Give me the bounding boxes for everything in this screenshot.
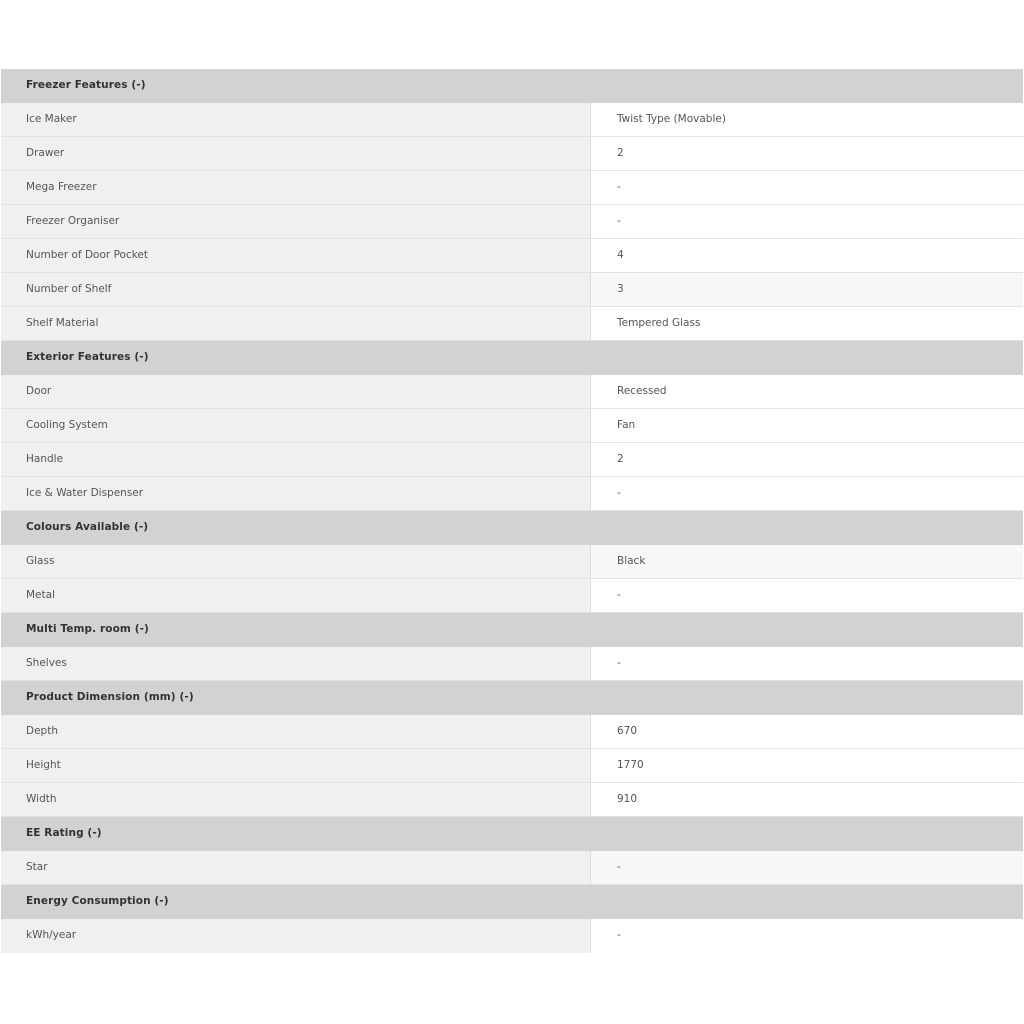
- spec-value: Recessed: [591, 375, 1023, 408]
- spec-value: 2: [591, 137, 1023, 170]
- spec-row-height: [1, 749, 1023, 783]
- spec-row-shelf-material: [1, 307, 1023, 341]
- spec-row-shelves: [1, 647, 1023, 681]
- spec-row-drawer: [1, 137, 1023, 171]
- section-header-multi-temp-room[interactable]: [1, 613, 1023, 647]
- spec-value: -: [591, 579, 1023, 612]
- spec-row-kwh-year: [1, 919, 1023, 953]
- section-header-energy-consumption[interactable]: [1, 885, 1023, 919]
- spec-row-width: [1, 783, 1023, 817]
- spec-value: -: [591, 171, 1023, 204]
- spec-value: -: [591, 477, 1023, 510]
- spec-value: -: [591, 851, 1023, 884]
- section-title: Energy Consumption (-): [26, 895, 169, 907]
- spec-row-mega-freezer: [1, 171, 1023, 205]
- spec-row-number-of-shelf: [1, 273, 1023, 307]
- spec-label: Glass: [1, 545, 591, 578]
- spec-label: Freezer Organiser: [1, 205, 591, 238]
- spec-label: kWh/year: [1, 919, 591, 953]
- spec-row-door-pocket: [1, 239, 1023, 273]
- spec-row-handle: [1, 443, 1023, 477]
- spec-label: Shelves: [1, 647, 591, 680]
- spec-label: Depth: [1, 715, 591, 748]
- spec-value: Twist Type (Movable): [591, 103, 1023, 136]
- spec-row-depth: [1, 715, 1023, 749]
- section-header-freezer-features[interactable]: [1, 69, 1023, 103]
- section-title: Product Dimension (mm) (-): [26, 691, 194, 703]
- section-header-product-dimension[interactable]: [1, 681, 1023, 715]
- spec-label: Ice & Water Dispenser: [1, 477, 591, 510]
- spec-value: -: [591, 205, 1023, 238]
- spec-label: Mega Freezer: [1, 171, 591, 204]
- section-title: Colours Available (-): [26, 521, 149, 533]
- spec-value: 670: [591, 715, 1023, 748]
- spec-row-glass: [1, 545, 1023, 579]
- spec-row-ice-water-dispenser: [1, 477, 1023, 511]
- spec-label: Drawer: [1, 137, 591, 170]
- section-header-colours-available[interactable]: [1, 511, 1023, 545]
- spec-row-ice-maker: [1, 103, 1023, 137]
- section-title: EE Rating (-): [26, 827, 102, 839]
- spec-row-freezer-organiser: [1, 205, 1023, 239]
- spec-label: Width: [1, 783, 591, 816]
- spec-row-cooling-system: [1, 409, 1023, 443]
- section-title: Multi Temp. room (-): [26, 623, 149, 635]
- spec-label: Number of Door Pocket: [1, 239, 591, 272]
- spec-table: [1, 69, 1023, 953]
- section-title: Exterior Features (-): [26, 351, 149, 363]
- spec-row-metal: [1, 579, 1023, 613]
- spec-value: 1770: [591, 749, 1023, 782]
- spec-label: Handle: [1, 443, 591, 476]
- spec-value: -: [591, 919, 1023, 953]
- spec-label: Shelf Material: [1, 307, 591, 340]
- section-header-ee-rating[interactable]: [1, 817, 1023, 851]
- section-header-exterior-features[interactable]: [1, 341, 1023, 375]
- spec-label: Number of Shelf: [1, 273, 591, 306]
- spec-label: Door: [1, 375, 591, 408]
- spec-label: Cooling System: [1, 409, 591, 442]
- spec-value: 2: [591, 443, 1023, 476]
- spec-value: 4: [591, 239, 1023, 272]
- section-title: Freezer Features (-): [26, 79, 146, 91]
- spec-label: Height: [1, 749, 591, 782]
- spec-label: Ice Maker: [1, 103, 591, 136]
- spec-value: Black: [591, 545, 1023, 578]
- spec-label: Star: [1, 851, 591, 884]
- spec-row-door: [1, 375, 1023, 409]
- spec-value: 3: [591, 273, 1023, 306]
- spec-label: Metal: [1, 579, 591, 612]
- spec-value: -: [591, 647, 1023, 680]
- spec-row-star: [1, 851, 1023, 885]
- spec-value: 910: [591, 783, 1023, 816]
- spec-value: Fan: [591, 409, 1023, 442]
- spec-value: Tempered Glass: [591, 307, 1023, 340]
